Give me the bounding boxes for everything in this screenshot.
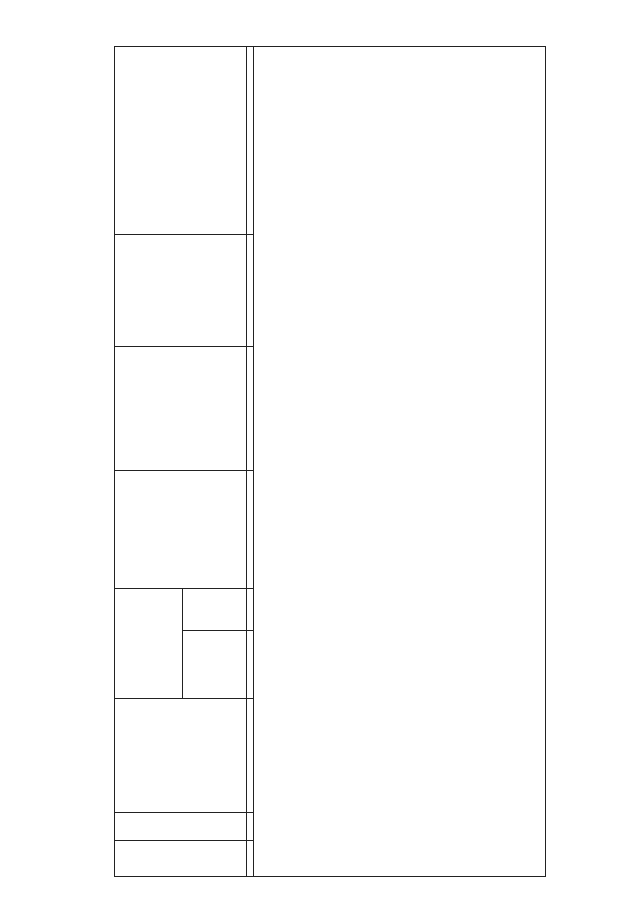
header-setback: [115, 235, 247, 347]
header-num: [115, 841, 247, 877]
header-code: [115, 813, 247, 841]
regulations-table: [114, 46, 546, 877]
header-coverage: [115, 471, 247, 589]
page-number: [36, 438, 66, 468]
header-floors: [115, 347, 247, 471]
header-min: [183, 631, 247, 699]
header-area-limits: [115, 589, 183, 699]
header-spacer: [115, 47, 247, 235]
header-name: [115, 699, 247, 813]
header-max: [183, 589, 247, 631]
section-title: [254, 47, 546, 877]
regulations-table-container: [114, 47, 546, 877]
